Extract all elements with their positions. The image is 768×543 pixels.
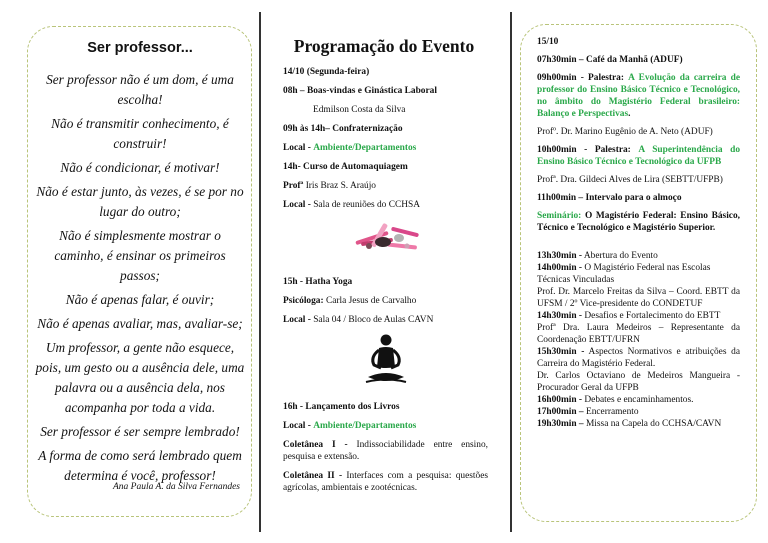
location-label: Local - xyxy=(283,200,311,210)
session-challenges-speaker: Profª Dra. Laura Medeiros – Representante da Coordenação EBTT/UFRN xyxy=(537,323,740,345)
poem-text xyxy=(34,70,246,490)
poem-verse: Ser professor é ser sempre lembrado! xyxy=(40,424,240,439)
event-book-launch: 16h - Lançamento dos Livros xyxy=(283,402,400,412)
lecture-1: 09h00min - Palestra: A Evolução da carreira de professor do Ensino Básico Técnico e Tecnológico, no âmbito do Magistério Federal brasileiro: Balanço e Perspectivas. xyxy=(537,73,740,119)
program-title: Programação do Evento xyxy=(293,36,475,56)
event-makeup-instructor xyxy=(283,180,488,192)
poem-verse: Um professor, a gente não esquece, pois, um gesto ou a ausência dele, uma palavra ou a ausência dela, nos acompanha por toda a vida. xyxy=(35,340,245,415)
session-time: 16h00min - xyxy=(537,395,583,405)
lecture-2-speaker: Profª. Dra. Gildeci Alves de Lira (SEBTT/UFPB) xyxy=(537,175,723,185)
location-label: Local - xyxy=(283,421,311,431)
location-value: Ambiente/Departamentos xyxy=(313,143,417,153)
session-challenges xyxy=(537,310,740,322)
location-value: Sala de reuniões do CCHSA xyxy=(313,200,420,210)
event-yoga-location xyxy=(283,314,488,326)
psychologist-label: Psicóloga: xyxy=(283,296,324,306)
session-text: O Magistério Federal nas Escolas Técnicas Vinculadas xyxy=(537,263,711,285)
column-divider xyxy=(510,12,512,532)
collection-label: Coletânea I - xyxy=(283,440,348,450)
book-collection-2 xyxy=(283,470,488,494)
session-time: 14h00min - xyxy=(537,263,583,273)
session-schools xyxy=(537,262,740,286)
poem-verse: Não é transmitir conhecimento, é construir! xyxy=(51,116,229,151)
day2-date: 15/10 xyxy=(537,37,559,47)
session-mass xyxy=(537,418,740,430)
collection-description: Indissociabilidade entre ensino, pesquisa e extensão. xyxy=(283,440,488,462)
lecture-2 xyxy=(537,144,740,168)
session-text: Missa na Capela do CCHSA/CAVN xyxy=(585,419,722,429)
program-day1 xyxy=(283,66,488,501)
session-time: 15h30min - xyxy=(537,347,585,357)
session-text: Debates e encaminhamentos. xyxy=(584,395,694,405)
poem-verse: A forma de como será lembrado quem determina é você, professor! xyxy=(38,448,242,483)
yoga-pose-icon xyxy=(364,333,408,389)
column-divider xyxy=(259,12,261,532)
session-opening xyxy=(537,250,740,262)
lecture-time: 10h00min - Palestra: xyxy=(537,145,631,155)
event-yoga-instructor xyxy=(283,295,488,307)
session-time: 14h30min - xyxy=(537,311,583,321)
event-location xyxy=(283,142,488,154)
poem-verse: Não é condicionar, é motivar! xyxy=(60,160,220,175)
session-text: Desafios e Fortalecimento do EBTT xyxy=(584,311,721,321)
lecture-title: A Evolução da carreira de professor do Ensino Básico Técnico e Tecnológico, no âmbito do Magistério Federal brasileiro: Balanço e Perspectivas xyxy=(537,73,740,119)
location-label: Local - xyxy=(283,315,311,325)
instructor-value: Iris Braz S. Araújo xyxy=(305,181,376,191)
poem-verse: Não é simplesmente mostrar o caminho, é ensinar os primeiros passos; xyxy=(54,228,226,283)
program-day2 xyxy=(537,36,740,430)
session-normative-speaker: Dr. Carlos Octaviano de Medeiros Mangueira - Procurador Geral da UFPB xyxy=(537,371,740,393)
event-welcome: 08h – Boas-vindas e Ginástica Laboral xyxy=(283,86,437,96)
event-confraternization: 09h às 14h– Confraternização xyxy=(283,124,403,134)
session-closing xyxy=(537,406,740,418)
location-value: Ambiente/Departamentos xyxy=(313,421,417,431)
session-time: 13h30min - xyxy=(537,251,583,261)
poem-title: Ser professor... xyxy=(87,40,193,56)
collection-label: Coletânea II - xyxy=(283,471,343,481)
psychologist-value: Carla Jesus de Carvalho xyxy=(325,296,417,306)
book-collection-1 xyxy=(283,439,488,463)
session-text: Encerramento xyxy=(585,407,639,417)
event-book-location xyxy=(283,420,488,432)
lecture-title: A Superintendência do Ensino Básico Técnico e Tecnológico da UFPB xyxy=(537,145,741,167)
location-label: Local - xyxy=(283,143,311,153)
lecture-1-speaker: Profº. Dr. Marino Eugênio de A. Neto (ADUF) xyxy=(537,127,713,137)
event-makeup-course: 14h- Curso de Automaquiagem xyxy=(283,162,408,172)
session-time: 19h30min – xyxy=(537,419,584,429)
session-time: 17h00min – xyxy=(537,407,584,417)
makeup-brushes-icon xyxy=(347,216,425,260)
poem-verse: Não é apenas avaliar, mas, avaliar-se; xyxy=(37,316,243,331)
poem-verse: Ser professor não é um dom, é uma escolha! xyxy=(46,72,234,107)
event-makeup-location xyxy=(283,199,488,211)
session-schools-speaker: Prof. Dr. Marcelo Freitas da Silva – Coord. EBTT da UFSM / 2º Vice-presidente do CONDETUF xyxy=(537,287,740,309)
location-value: Sala 04 / Bloco de Aulas CAVN xyxy=(313,315,434,325)
session-text: Aspectos Normativos e atribuições da Carreira do Magistério Federal. xyxy=(537,347,740,369)
day1-date: 14/10 (Segunda-feira) xyxy=(283,67,370,77)
session-text: Abertura do Evento xyxy=(583,251,658,261)
poem-verse: Não é apenas falar, é ouvir; xyxy=(65,292,215,307)
session-normative xyxy=(537,346,740,370)
lecture-time: 09h00min - Palestra: xyxy=(537,73,624,83)
collection-description: Interfaces com a pesquisa: questões agrícolas, ambientais e zootécnicas. xyxy=(283,471,489,493)
seminar-label: Seminário: xyxy=(537,211,582,221)
event-lunch-break: 11h00min – Intervalo para o almoço xyxy=(537,193,682,203)
event-hatha-yoga: 15h - Hatha Yoga xyxy=(283,277,353,287)
session-debates xyxy=(537,394,740,406)
instructor-label: Profª xyxy=(283,181,304,191)
seminar-title: O Magistério Federal: Ensino Básico, Técnico e Tecnológico e Magistério Superior. xyxy=(537,211,740,233)
poem-verse: Não é estar junto, às vezes, é se por no lugar do outro; xyxy=(36,184,244,219)
poem-author: Ana Paula A. da Silva Fernandes xyxy=(112,482,240,492)
event-breakfast: 07h30min – Café da Manhã (ADUF) xyxy=(537,55,683,65)
seminar xyxy=(537,210,740,234)
event-welcome-person: Edmilson Costa da Silva xyxy=(313,105,406,115)
